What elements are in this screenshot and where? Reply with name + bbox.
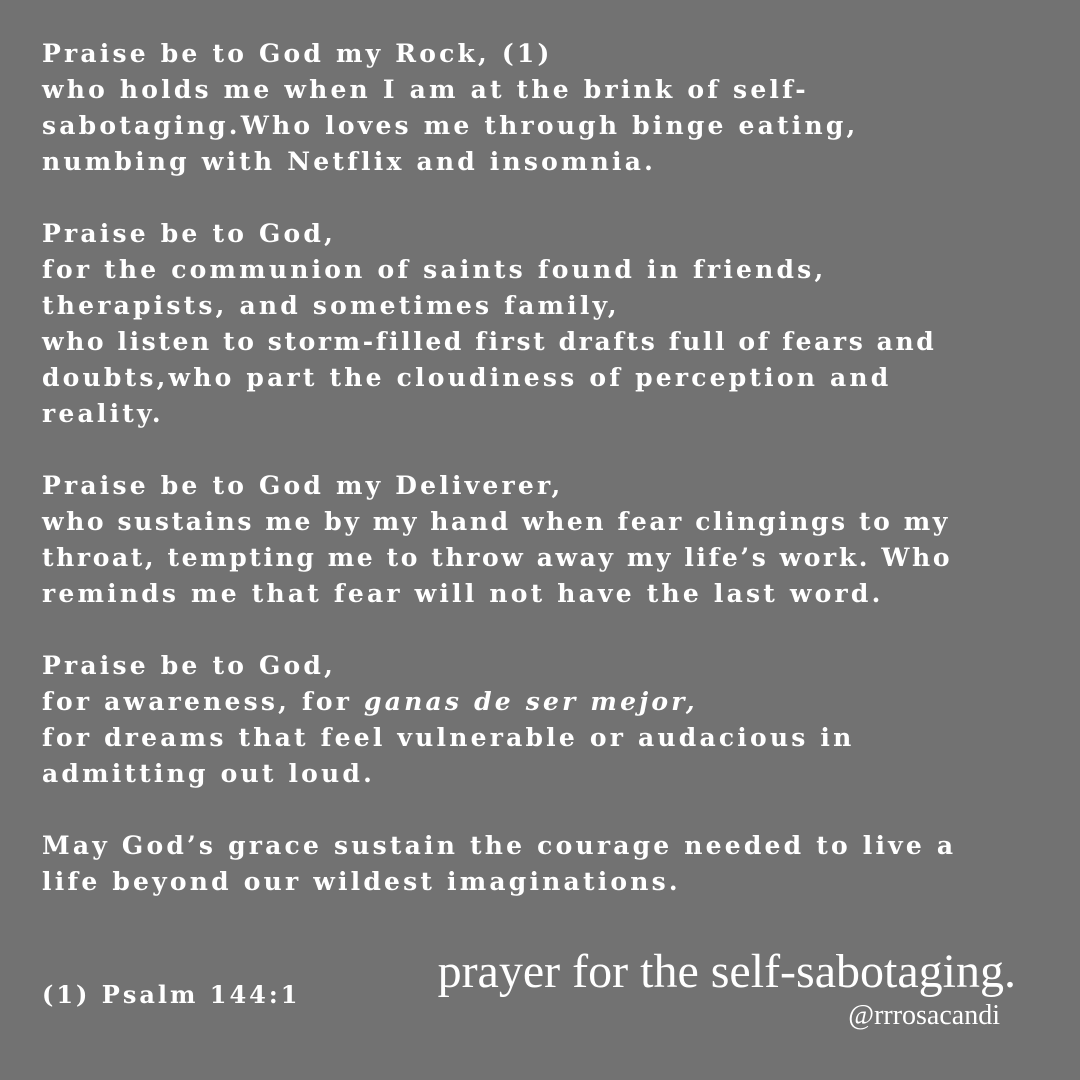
poem-line: who holds me when I am at the brink of self-	[42, 75, 809, 104]
stanza-1	[42, 36, 1052, 180]
spanish-phrase: ganas de ser mejor,	[364, 687, 698, 716]
poem-line: Praise be to God my Rock, (1)	[42, 39, 553, 68]
poem-line: numbing with Netflix and insomnia.	[42, 147, 657, 176]
poem-line: Praise be to God,	[42, 651, 336, 680]
poem-line: May God’s grace sustain the courage needed to live a	[42, 831, 957, 860]
poem-line: admitting out loud.	[42, 759, 376, 788]
poem-line: throat, tempting me to throw away my life’s work. Who	[42, 543, 953, 572]
poem-line: Praise be to God my Deliverer,	[42, 471, 564, 500]
poem-line: life beyond our wildest imaginations.	[42, 867, 681, 896]
stanza-5	[42, 828, 1052, 900]
poem-line: Praise be to God,	[42, 219, 336, 248]
poem-line: therapists, and sometimes family,	[42, 291, 620, 320]
stanza-4	[42, 648, 1052, 792]
poem-line: who sustains me by my hand when fear clingings to my	[42, 507, 950, 536]
poem-body	[42, 36, 1052, 936]
poem-line: sabotaging.Who loves me through binge eating,	[42, 111, 859, 140]
poem-line: for dreams that feel vulnerable or audacious in	[42, 723, 855, 752]
poem-line: doubts,who part the cloudiness of perception and	[42, 363, 892, 392]
poem-line: for the communion of saints found in friends,	[42, 255, 827, 284]
footnote: (1) Psalm 144:1	[42, 980, 301, 1009]
prayer-title: prayer for the self-sabotaging.	[437, 945, 1016, 998]
poem-line	[42, 684, 1052, 720]
poem-line: who listen to storm-filled first drafts full of fears and	[42, 327, 937, 356]
poem-line: reality.	[42, 399, 164, 428]
poem-line-text: for awareness, for	[42, 687, 365, 716]
stanza-2	[42, 216, 1052, 432]
poem-line: reminds me that fear will not have the last word.	[42, 579, 884, 608]
stanza-3	[42, 468, 1052, 612]
author-handle: @rrrosacandi	[848, 1000, 1000, 1031]
